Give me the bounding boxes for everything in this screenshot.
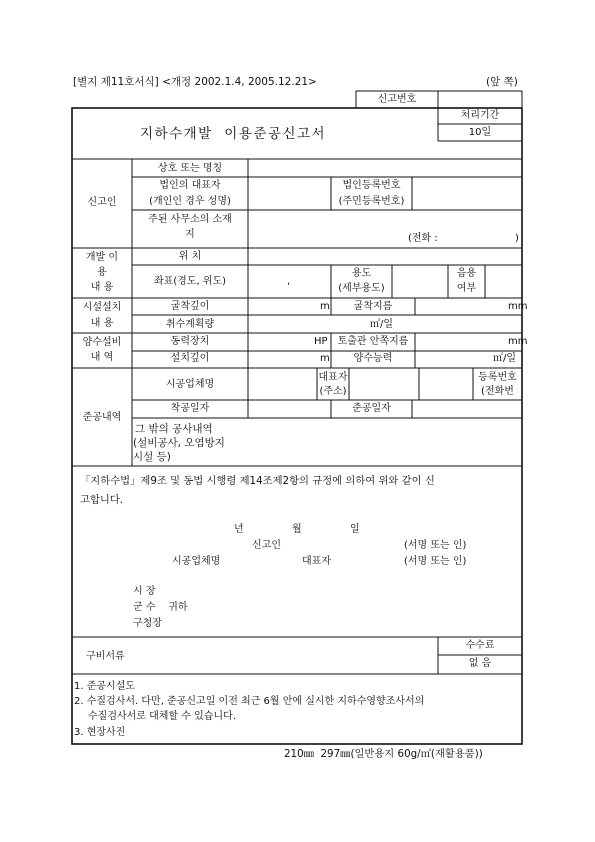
resident-regno-label: (주민등록번호): [338, 196, 405, 207]
addressee-mayor: 시 장: [133, 586, 156, 597]
contractor-phone-label: (전화번: [481, 386, 514, 397]
power-unit-label: 동력장치: [170, 336, 210, 347]
dev-section-label-2: 용: [97, 267, 107, 278]
individual-name-label: (개인인 경우 성명): [149, 196, 231, 207]
doc-item-2: 2. 수질검사서. 다만, 준공신고일 이전 최근 6월 안에 실시한 지하수영향조사서의: [74, 696, 425, 707]
intake-plan-unit: ㎥/일: [370, 319, 394, 330]
contractor-label: 시공업체명: [165, 379, 215, 390]
doc-item-1: 1. 준공시설도: [74, 681, 136, 692]
representative-label: 법인의 대표자: [159, 180, 221, 191]
drinking-label: 음용: [456, 268, 477, 279]
date-month: 월: [292, 524, 302, 535]
contractor-address-label: (주소): [319, 386, 347, 397]
install-depth-label: 설치깊이: [170, 353, 210, 364]
use-label: 용도: [351, 268, 372, 279]
reporter-sign-placeholder: (서명 또는 인): [404, 540, 467, 551]
drinking-label-2: 여부: [456, 283, 477, 294]
drill-diameter-unit: mm: [508, 301, 528, 312]
other-work-label-3: 시설 등): [133, 451, 171, 463]
date-day: 일: [350, 524, 360, 535]
date-year: 년: [234, 524, 244, 535]
facility-section-label: 시설설치: [82, 302, 122, 313]
location-label: 위 치: [178, 251, 202, 262]
receipt-number-label: 신고번호: [377, 94, 417, 105]
phone-label: (전화 :: [408, 233, 438, 244]
contractor-rep-sign-label: 대표자: [302, 556, 331, 567]
doc-item-3: 3. 현장사진: [74, 727, 126, 738]
dev-section-label-3: 내 용: [90, 282, 114, 293]
pump-section-label-2: 내 역: [90, 352, 114, 363]
contractor-rep-label: 대표자: [318, 372, 348, 383]
form-number: [별지 제11호서식] <개정 2002.1.4, 2005.12.21>: [73, 76, 317, 88]
coordinate-label: 좌표(경도, 위도): [153, 276, 227, 287]
other-work-label-2: (설비공사, 오염방지: [133, 437, 225, 449]
declaration-text-2: 고합니다.: [80, 494, 124, 506]
contractor-regno-label: 등록번호: [478, 372, 517, 383]
drill-diameter-label: 굴착지름: [353, 301, 393, 312]
reporter-section-label: 신고인: [87, 197, 117, 208]
pump-section-label: 양수설비: [82, 337, 122, 348]
install-depth-unit: m: [320, 353, 330, 364]
page-side-label: (앞 쪽): [486, 76, 518, 88]
corp-regno-label: 법인등록번호: [342, 180, 401, 191]
declaration-text: 「지하수법」제9조 및 동법 시행령 제14조제2항의 규정에 의하여 위와 같이 신: [80, 475, 435, 487]
office-address-label: 주된 사무소의 소재: [148, 214, 232, 225]
outlet-diameter-unit: mm: [508, 336, 528, 347]
paper-spec: 210㎜ 297㎜(일반용지 60g/㎡(재활용품)): [284, 748, 483, 760]
phone-close: ): [515, 233, 519, 244]
fee-value: 없 음: [468, 658, 492, 669]
other-work-label: 그 밖의 공사내역: [135, 423, 213, 435]
fee-label: 수수료: [465, 640, 495, 651]
required-docs-label: 구비서류: [86, 651, 125, 662]
page-title: 지하수개발 이용준공신고서: [140, 126, 327, 142]
outlet-diameter-label: 토출관 안쪽지름: [337, 336, 409, 347]
processing-period-label: 처리기간: [460, 110, 500, 121]
addressee-county: 군 수 귀하: [133, 602, 188, 613]
pump-capacity-unit: ㎥/일: [493, 353, 517, 364]
completion-section-label: 준공내역: [82, 412, 122, 423]
pump-capacity-label: 양수능력: [353, 353, 393, 364]
drill-depth-label: 굴착깊이: [170, 301, 210, 312]
detail-use-label: (세부용도): [338, 283, 385, 294]
addressee-district: 구청장: [133, 618, 162, 629]
completion-date-label: 준공일자: [352, 403, 391, 414]
processing-period-value: 10일: [468, 127, 492, 138]
coordinate-separator: ,: [287, 276, 291, 287]
power-unit-hp: HP: [314, 336, 328, 347]
contractor-sign-placeholder: (서명 또는 인): [404, 556, 467, 567]
office-address-label-cont: 지: [185, 229, 195, 240]
company-name-label: 상호 또는 명칭: [157, 163, 223, 174]
doc-item-2-cont: 수질검사서로 대체할 수 있습니다.: [88, 711, 236, 722]
intake-plan-label: 취수계획량: [165, 319, 215, 330]
contractor-sign-label: 시공업체명: [172, 556, 221, 567]
facility-section-label-2: 내 용: [90, 318, 114, 329]
start-date-label: 착공일자: [170, 403, 210, 414]
reporter-sign-label: 신고인: [252, 540, 281, 551]
drill-depth-unit: m: [320, 301, 330, 312]
dev-section-label: 개발 이: [85, 252, 119, 263]
